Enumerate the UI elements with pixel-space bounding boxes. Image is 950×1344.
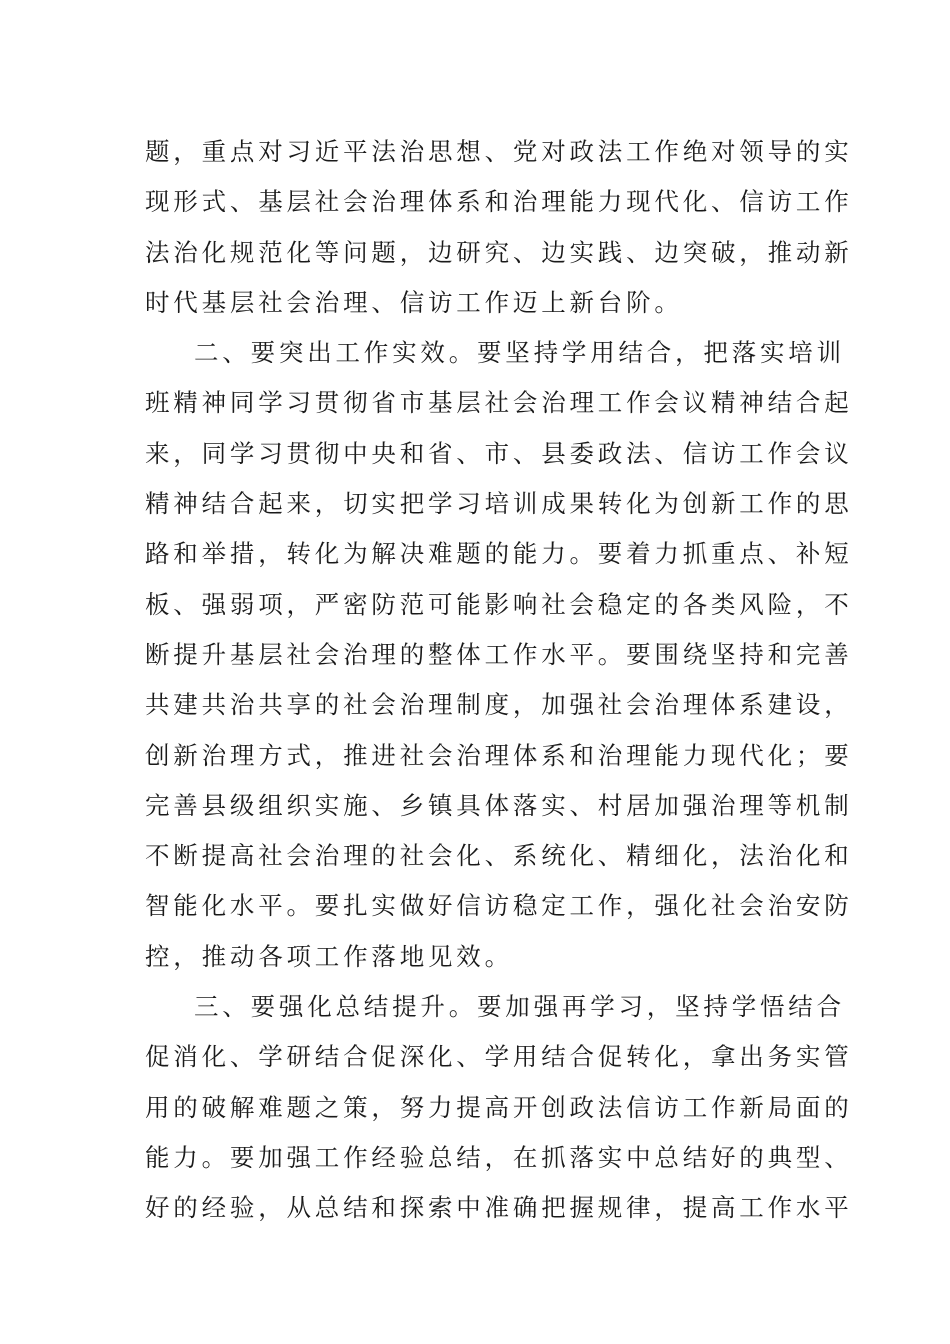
text-line: 智能化水平。要扎实做好信访稳定工作，强化社会治安防 [145, 891, 853, 921]
text-line: 好的经验，从总结和探索中准确把握规律，提高工作水平 [145, 1193, 853, 1223]
text-line: 板、强弱项，严密防范可能影响社会稳定的各类风险，不 [145, 589, 853, 619]
text-line: 能力。要加强工作经验总结，在抓落实中总结好的典型、 [145, 1142, 853, 1172]
text-line: 路和举措，转化为解决难题的能力。要着力抓重点、补短 [145, 539, 853, 569]
text-line: 题，重点对习近平法治思想、党对政法工作绝对领导的实 [145, 137, 853, 166]
text-line: 完善县级组织实施、乡镇具体落实、村居加强治理等机制 [145, 790, 853, 820]
text-line: 班精神同学习贯彻省市基层社会治理工作会议精神结合起 [145, 388, 853, 418]
text-line: 不断提高社会治理的社会化、系统化、精细化，法治化和 [145, 841, 853, 871]
text-line: 用的破解难题之策，努力提高开创政法信访工作新局面的 [145, 1092, 853, 1122]
text-line: 精神结合起来，切实把学习培训成果转化为创新工作的思 [145, 489, 853, 519]
document-body [145, 127, 853, 1234]
text-line: 创新治理方式，推进社会治理体系和治理能力现代化；要 [145, 740, 853, 770]
text-line: 现形式、基层社会治理体系和治理能力现代化、信访工作 [145, 187, 853, 217]
paragraph-first-line: 三、要强化总结提升。要加强再学习，坚持学悟结合 [194, 992, 845, 1022]
text-line: 法治化规范化等问题，边研究、边实践、边突破，推动新 [145, 237, 853, 267]
text-line: 断提升基层社会治理的整体工作水平。要围绕坚持和完善 [145, 639, 853, 669]
text-line: 控，推动各项工作落地见效。 [145, 941, 513, 971]
text-line: 共建共治共享的社会治理制度，加强社会治理体系建设， [145, 690, 853, 720]
text-line: 时代基层社会治理、信访工作迈上新台阶。 [145, 287, 683, 317]
text-line: 促消化、学研结合促深化、学用结合促转化，拿出务实管 [145, 1042, 853, 1072]
text-line: 来，同学习贯彻中央和省、市、县委政法、信访工作会议 [145, 438, 853, 468]
paragraph-first-line: 二、要突出工作实效。要坚持学用结合，把落实培训 [194, 338, 845, 368]
